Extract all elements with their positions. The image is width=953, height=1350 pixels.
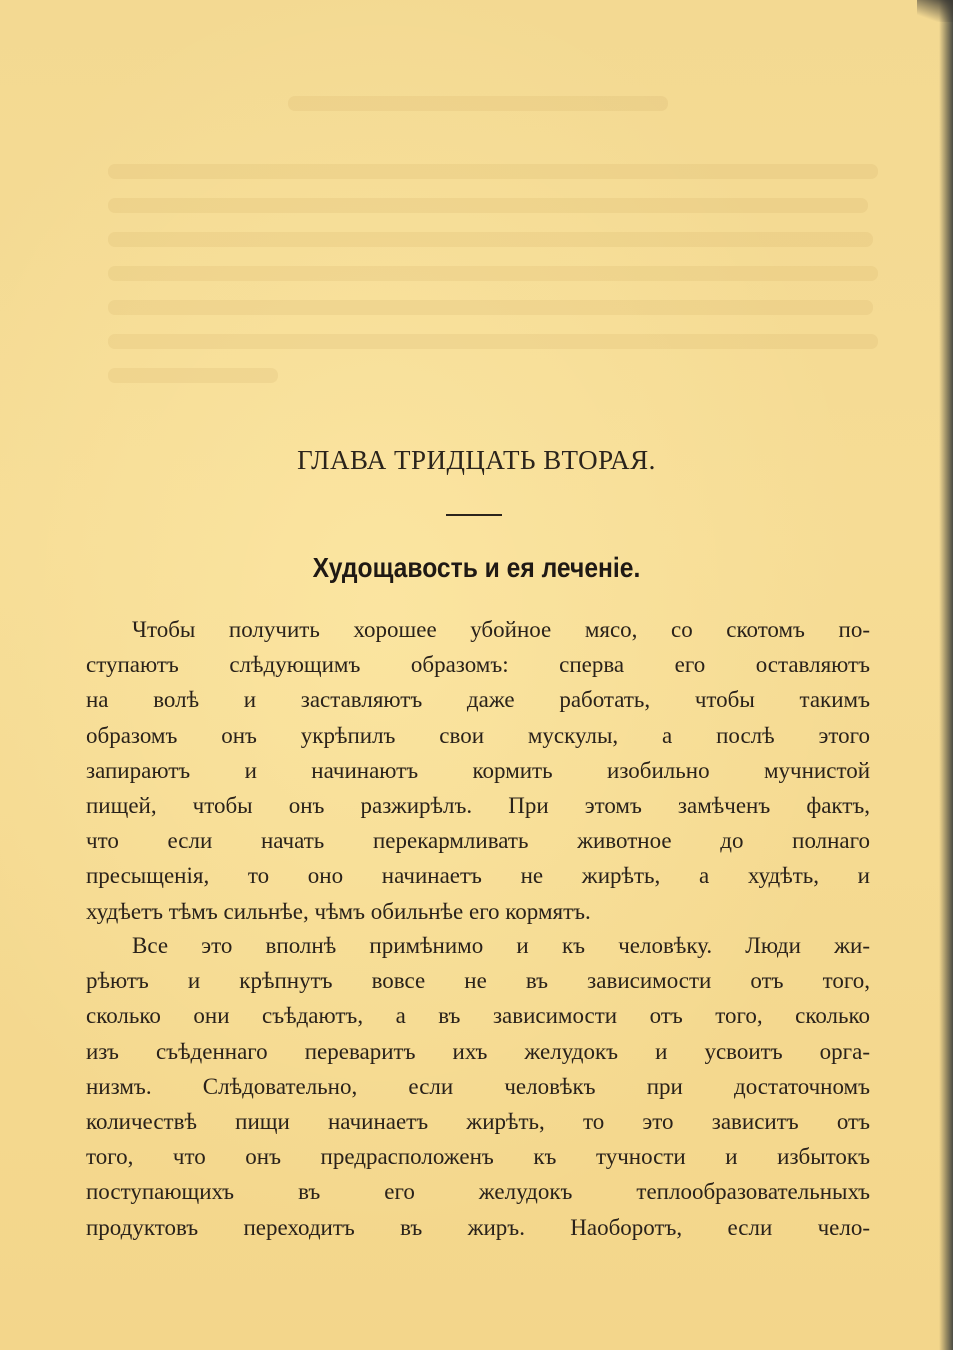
text-line: худѣетъ тѣмъ сильнѣе, чѣмъ обильнѣе его кормятъ.: [86, 898, 591, 924]
text-line: Все это вполнѣ примѣнимо и къ человѣку. Люди жи-: [132, 933, 870, 958]
corner-shadow: [917, 0, 953, 22]
text-line: на волѣ и заставляютъ даже работать, чтобы такимъ: [86, 687, 870, 713]
separator-rule: [446, 514, 502, 516]
page-edge-shadow: [939, 0, 953, 1350]
text-line: что если начать перекармливать животное до полнаго: [86, 828, 870, 854]
text-line: изъ съѣденнаго переваритъ ихъ желудокъ и усвоитъ орга-: [86, 1038, 870, 1064]
text-line: низмъ. Слѣдовательно, если человѣкъ при достаточномъ: [86, 1073, 870, 1099]
text-line: ступаютъ слѣдующимъ образомъ: сперва его оставляютъ: [86, 652, 870, 678]
text-line: рѣютъ и крѣпнутъ вовсе не въ зависимости отъ того,: [86, 968, 870, 994]
text-line: продуктовъ переходитъ въ жиръ. Наоборотъ, если чело-: [86, 1214, 870, 1240]
text-line: пресыщенія, то оно начинаетъ не жирѣть, а худѣть, и: [86, 863, 870, 889]
chapter-heading: ГЛАВА ТРИДЦАТЬ ВТОРАЯ.: [297, 445, 656, 475]
text-line: сколько они съѣдаютъ, а въ зависимости отъ того, сколько: [86, 1003, 870, 1029]
text-line: Чтобы получить хорошее убойное мясо, со скотомъ по-: [132, 617, 870, 642]
text-line: того, что онъ предрасположенъ къ тучности и избытокъ: [86, 1144, 870, 1170]
text-line: поступающихъ въ его желудокъ теплообразовательныхъ: [86, 1179, 870, 1205]
text-line: запираютъ и начинаютъ кормить изобильно мучнистой: [86, 757, 870, 783]
section-title: Худощавость и ея леченіе.: [312, 552, 641, 583]
bleed-through-text: [108, 92, 878, 392]
paragraph-2: [86, 928, 870, 1245]
paragraph-1: [86, 612, 870, 929]
text-line: образомъ онъ укрѣпилъ свои мускулы, а послѣ этого: [86, 722, 870, 748]
text-line: пищей, чтобы онъ разжирѣлъ. При этомъ замѣченъ фактъ,: [86, 793, 870, 819]
text-line: количествѣ пищи начинаетъ жирѣть, то это зависитъ отъ: [86, 1109, 870, 1135]
